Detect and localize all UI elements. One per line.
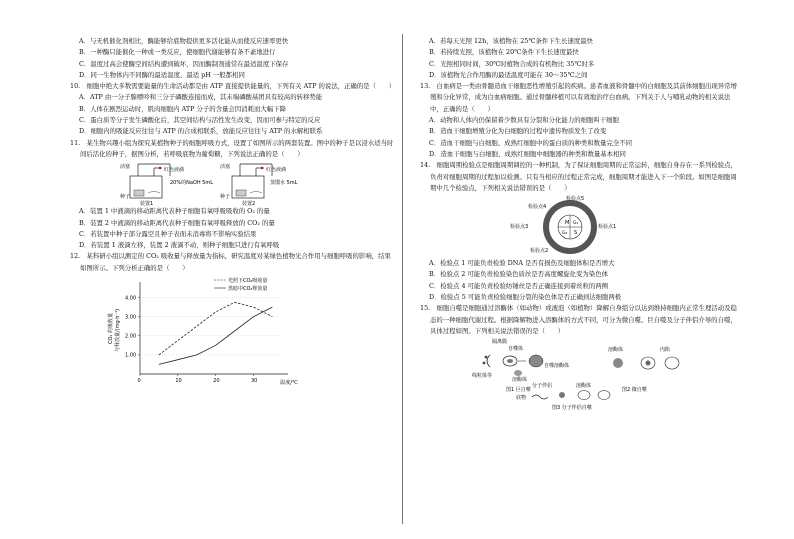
q14-cell-cycle-figure <box>510 194 740 258</box>
checkpoint-4: 检验点4 <box>528 204 547 211</box>
caption-device-1: 装置1 <box>140 201 154 208</box>
q14-options <box>420 258 740 303</box>
label-droplet-2: 红色液滴 <box>266 167 287 174</box>
checkpoint-2: 检验点2 <box>530 248 549 255</box>
checkpoint-3: 检验点3 <box>510 224 529 231</box>
q12-stem: 12. 某科研小组以测定的 CO₂ 吸收量与释放量为指标，研究温度对某绿色植物光合作用与细胞呼吸的影响，结果如图所示。下列分析正确的是（ ） <box>70 252 391 272</box>
red-droplet-1 <box>159 167 161 169</box>
label-plug-1: 活塞 <box>120 164 131 171</box>
chaperone-autophagy <box>532 391 610 400</box>
label-isolation-membrane: 隔离膜 <box>492 339 508 346</box>
label-water: 蒸馏水 5mL <box>270 180 298 187</box>
caption-fig3: 图3 分子伴侣自噬 <box>552 405 592 412</box>
label-lysosome-2: 溶酶体 <box>608 347 624 354</box>
red-droplet-2 <box>261 167 263 169</box>
series-line-light <box>159 302 273 355</box>
label-autolysosome: 自噬溶酶体 <box>544 363 570 370</box>
q9-options <box>70 36 395 81</box>
q12-option-a[interactable]: A．若每天光照 12h，该植物在 25℃条件下生长速度最快 <box>429 37 594 45</box>
checkpoint-5: 检验点5 <box>566 196 585 203</box>
autophagy-diagram <box>472 337 712 411</box>
legend-light: 光照下CO₂吸收量 <box>228 278 268 285</box>
label-lysosome-3: 溶酶体 <box>576 383 592 390</box>
phase-g1: G₁ <box>573 221 579 227</box>
cell-cycle-diagram <box>510 194 640 258</box>
x-tick-label: 0 <box>137 378 141 385</box>
right-column <box>420 36 740 411</box>
q10-stem: 10. 细胞中绝大多数需要能量的生命活动都是由 ATP 直接提供能量的，下列有关 ATP 的说法，正确的是（ ） <box>70 82 396 91</box>
left-column <box>70 36 395 392</box>
q11-options <box>70 206 395 251</box>
q9-option-c[interactable]: C．温度过高会使酶空间结构遭到破坏，因而酶制剂通常在最适温度下保存 <box>79 59 289 68</box>
q11-option-a[interactable]: A．装置 1 中液滴的移动距离代表种子细胞有氧呼吸吸收的 O₂ 的量 <box>79 207 270 216</box>
column-divider <box>402 34 403 524</box>
chart-legend <box>214 277 267 292</box>
phase-m: M <box>565 220 570 227</box>
x-tick-label: 30 <box>251 378 258 385</box>
phase-g2: G₂ <box>562 231 568 237</box>
x-tick-label: 20 <box>213 378 220 385</box>
label-invagination: 内陷 <box>660 347 671 354</box>
chart-xlabel: 温度/℃ <box>280 380 298 387</box>
q11-stem: 11. 某生物兴趣小组为探究某植物种子的细胞呼吸方式，设置了如图所示的两套装置。图中的种子是以浸水适当时间后活化的种子，据图分析，若呼吸底物为葡萄糖，下列说法正确的是（ ） <box>70 138 394 158</box>
q13-option-b[interactable]: B．造血干细胞增殖分化为白细胞的过程中遗传物质发生了改变 <box>429 127 607 136</box>
label-mitochondria: 线粒体等 <box>472 373 493 380</box>
label-droplet-1: 红色液滴 <box>164 167 185 174</box>
q9-option-d[interactable]: D．同一生物体内不同酶的最适温度、最适 pH 一般都相同 <box>79 70 245 79</box>
y-tick-label: 3.00 <box>125 314 137 321</box>
q14-option-b[interactable]: B．检验点 2 可能负责检验染色质丝是否高度螺旋化变为染色体 <box>429 270 608 279</box>
q14-option-d[interactable]: D．检验点 5 可能负责检验细胞分裂的染色体是否正确到达细胞两极 <box>429 293 622 302</box>
q14-option-c[interactable]: C．检验点 4 可能负责检验纺锤丝是否正确连接到着丝粒的两侧 <box>429 281 609 290</box>
q11-option-c[interactable]: C．若装置中种子部分露空且种子表面未消毒将不影响实验结果 <box>79 229 257 238</box>
q14-stem: 14. 细胞周期检验点是细胞周期调控的一种机制，为了保证细胞周期的正常运转，细胞自身存在一系列检验点，负责对细胞周期的过程加以检测。只有当相应的过程正常完成，细胞周期才能进入下一个阶段。如图是细胞周期中几个检验点，下列相关说法错误的是（ ） <box>420 161 737 192</box>
phase-s: S <box>574 230 578 237</box>
co2-temperature-chart <box>110 274 310 392</box>
caption-fig2: 图2 微自噬 <box>622 387 647 394</box>
q15-autophagy-figure <box>472 337 740 411</box>
q12-options <box>420 36 740 81</box>
apparatus-diagram <box>120 160 320 206</box>
q10-option-a[interactable]: A．ATP 由一分子腺嘌呤和三分子磷酸连接而成，其末端磷酸基团具有较高的转移势能 <box>79 93 323 102</box>
y-tick-label: 1.00 <box>125 352 137 359</box>
caption-device-2: 装置2 <box>242 201 256 208</box>
caption-fig1: 图1 巨自噬 <box>506 387 531 394</box>
checkpoint-1: 检验点1 <box>598 224 617 231</box>
label-naoh: 20%的NaOH 5mL <box>170 180 214 187</box>
q11-apparatus-figure <box>120 160 395 206</box>
q10-option-c[interactable]: C．蛋白质等分子发生磷酸化后，其空间结构与活性发生改变，因而可参与特定的反应 <box>79 116 321 125</box>
label-autophagosome: 自噬体 <box>508 346 524 353</box>
q9-option-b[interactable]: B．一种酶只能催化一种或一类反应，使细胞代谢能够有条不紊地进行 <box>79 48 276 57</box>
label-lysosome-1: 溶酶体 <box>512 377 528 384</box>
y-tick-label: 4.00 <box>125 295 137 302</box>
q12-option-c[interactable]: C．光照相同时间，30℃时植物合成的有机物比 35℃时多 <box>429 59 595 68</box>
q13-stem: 13. 白血病是一类由骨髓造血干细胞恶性增殖引起的疾病。患者血液和骨髓中的白细胞及其前体细胞出现异常增殖和分化异常，成为白血病细胞。通过骨髓移植可以有效地治疗白血病。下列关于人与哺乳动物的相关说法中，正确的是（ ） <box>420 82 737 113</box>
label-seed-2: 种子 <box>220 194 231 201</box>
label-substrate: 底物 <box>516 395 527 402</box>
series-line-dark <box>159 307 273 364</box>
q13-options <box>420 115 740 160</box>
y-tick-label: 2.00 <box>125 333 137 340</box>
chart-ylabel-2: 与释放量/(mg·h⁻¹) <box>115 309 121 353</box>
q13-option-a[interactable]: A．动物和人体内仍保留着少数具有分裂和分化能力的细胞叫干细胞 <box>429 116 619 125</box>
q10-option-b[interactable]: B．人体在剧烈运动时，肌肉细胞内 ATP 分子的含量会因消耗而大幅下降 <box>79 104 286 113</box>
q11-option-d[interactable]: D．若装置 1 液滴左移，装置 2 液滴不动，则种子细胞只进行有氧呼吸 <box>79 241 280 250</box>
x-tick-label: 10 <box>175 378 182 385</box>
q14-option-a[interactable]: A．检验点 1 可能负责检验 DNA 是否有损伤及细胞体积是否增大 <box>429 259 615 268</box>
legend-dark: 黑暗中CO₂释放量 <box>228 286 268 293</box>
q12-option-d[interactable]: D．该植物光合作用酶的最适温度可能在 30～35℃之间 <box>429 70 588 79</box>
q10-options <box>70 92 395 137</box>
label-seed-1: 种子 <box>120 194 131 201</box>
chart-ylabel-1: CO₂ 的吸收量 <box>108 313 114 345</box>
label-chaperone: 分子伴侣 <box>532 383 553 390</box>
q12-option-b[interactable]: B．若持续光照，该植物在 20℃条件下生长速度最快 <box>429 48 579 57</box>
q12-chart <box>110 274 395 392</box>
microautophagy <box>613 357 679 369</box>
q13-option-c[interactable]: C．造血干细胞与白细胞、成熟红细胞中的蛋白质的种类和数量完全不同 <box>429 138 632 147</box>
label-plug-2: 活塞 <box>220 164 231 171</box>
q15-stem: 15. 细胞自噬是细胞通过溶酶体（如动物）或液泡（如植物）降解自身组分以达到维持细胞内正常生理活动及稳态的一种细胞代谢过程。根据降解物进入溶酶体的方式不同，可分为微自噬、巨自噬及分子伴侣介导的自噬，具体过程如图。下列相关说法错误的是（ ） <box>420 304 737 335</box>
q13-option-d[interactable]: D．造血干细胞与白细胞、成熟红细胞中细胞器的种类和数量基本相同 <box>429 149 626 158</box>
q10-option-d[interactable]: D．细胞内的吸能反应往往与 ATP 的合成相联系，放能反应往往与 ATP 的水解相联系 <box>79 127 323 136</box>
q11-option-b[interactable]: B．装置 2 中液滴的移动距离代表种子细胞有氧呼吸释放的 CO₂ 的量 <box>79 218 275 227</box>
q9-option-a[interactable]: A．与无机催化剂相比，酶能够给底物提供更多活化能从而使反应速率更快 <box>79 37 289 45</box>
